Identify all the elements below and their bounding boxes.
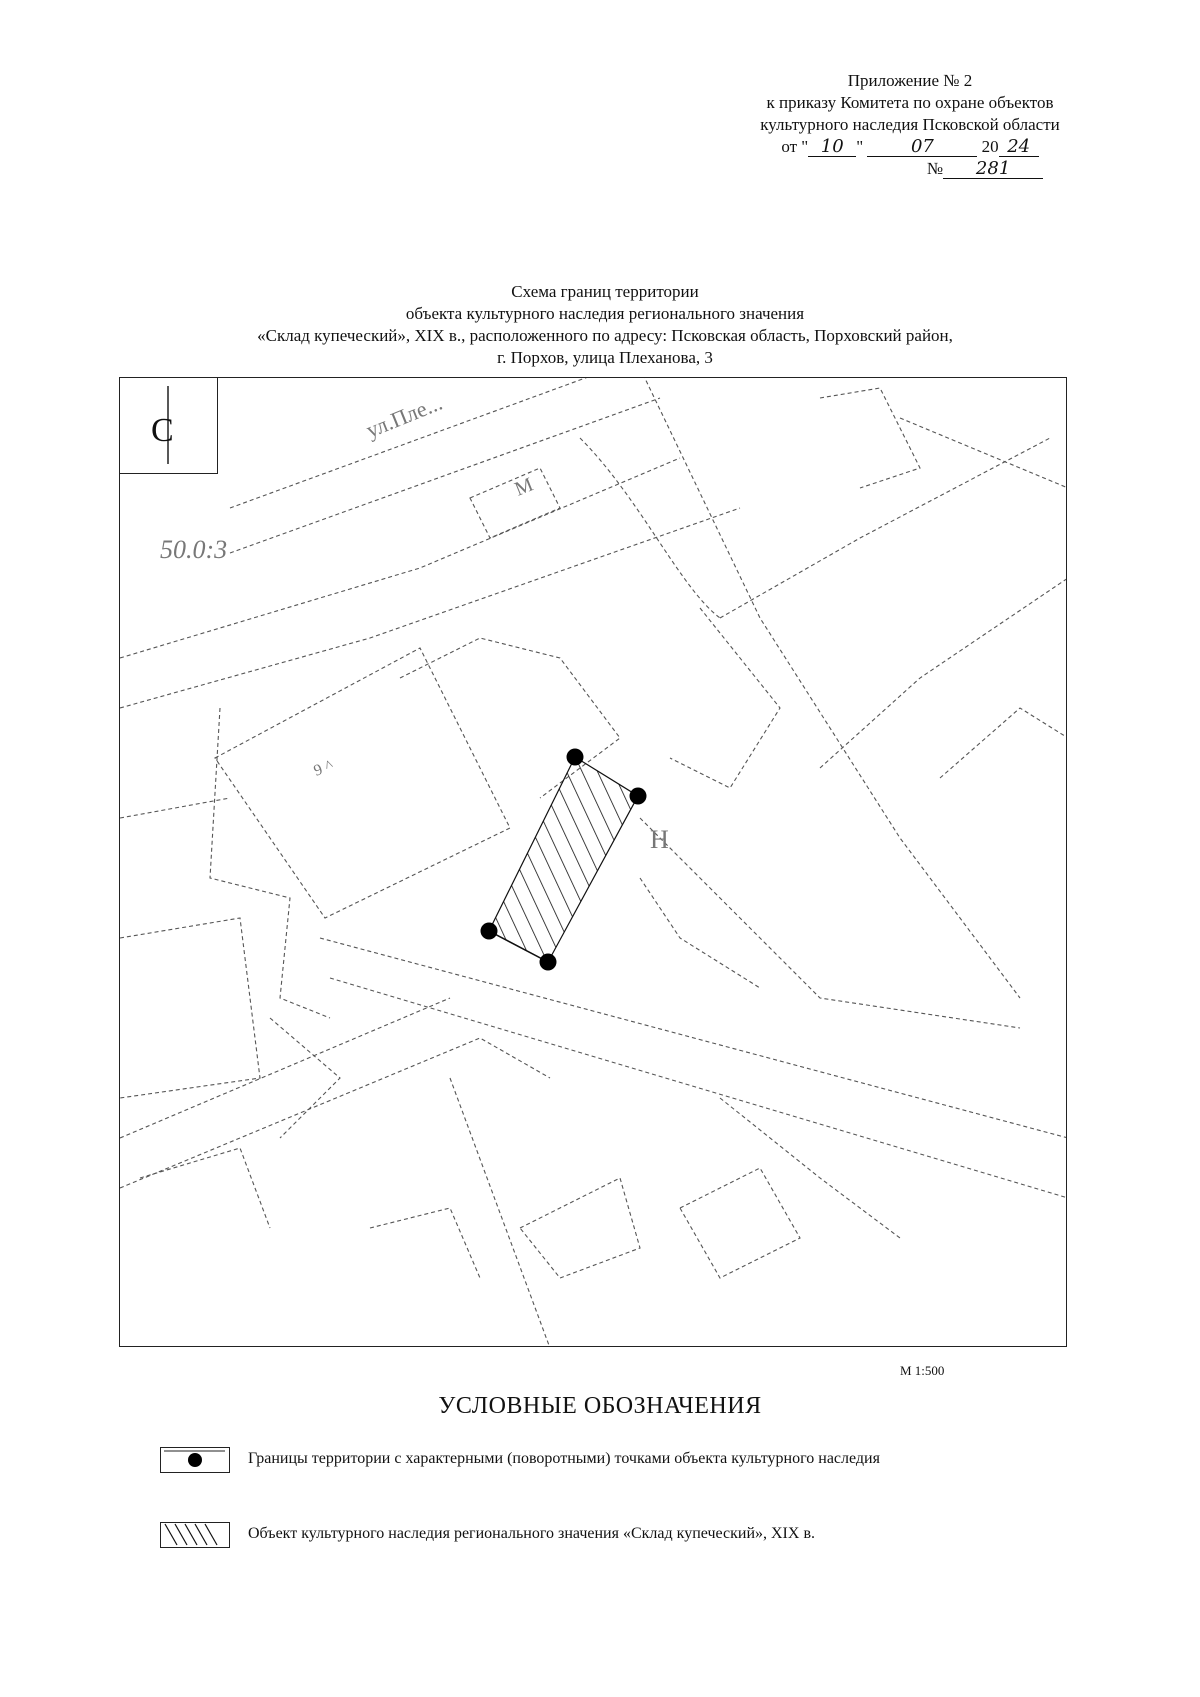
date-month: 07 bbox=[867, 138, 977, 157]
appendix-number: Приложение № 2 bbox=[847, 71, 973, 90]
north-arrow bbox=[120, 378, 218, 474]
scheme-title bbox=[140, 281, 1070, 369]
appendix-header bbox=[700, 70, 1120, 180]
north-arrow-icon bbox=[120, 378, 216, 472]
heritage-object bbox=[481, 749, 647, 971]
date-day: 10 bbox=[808, 138, 856, 157]
boundary-point bbox=[567, 749, 584, 766]
boundary-point bbox=[481, 923, 498, 940]
committee-name: культурного наследия Псковской области bbox=[760, 115, 1060, 134]
title-line-2: объекта культурного наследия регионального значения bbox=[405, 304, 805, 323]
house-label: Н bbox=[650, 825, 669, 854]
title-line-4: г. Порхов, улица Плеханова, 3 bbox=[497, 348, 713, 367]
cadastral-map bbox=[119, 377, 1067, 1347]
order-reference: к приказу Комитета по охране объектов bbox=[766, 93, 1054, 112]
svg-text:С: С bbox=[151, 412, 174, 449]
boundary-point bbox=[540, 954, 557, 971]
legend-boundary-text: Границы территории с характерными (поворотными) точками объекта культурного наследия bbox=[248, 1450, 880, 1467]
street-label: ул.Пле... bbox=[362, 389, 446, 443]
legend-title: УСЛОВНЫЕ ОБОЗНАЧЕНИЯ bbox=[438, 1393, 762, 1419]
order-date: от " 10 " 07 20 24 bbox=[700, 136, 1120, 158]
parcel-label-2: 9 ^ bbox=[311, 757, 336, 780]
hatch-icon bbox=[161, 1523, 228, 1546]
boundary-point-icon bbox=[161, 1448, 228, 1471]
parcel-label-1: 50.0:3 bbox=[160, 535, 228, 564]
legend-heritage-text: Объект культурного наследия регионального значения «Склад купеческий», XIX в. bbox=[248, 1525, 815, 1542]
order-number-value: 281 bbox=[943, 160, 1043, 179]
title-line-1: Схема границ территории bbox=[511, 282, 699, 301]
heritage-area-hatch bbox=[489, 757, 638, 962]
boundary-point-swatch bbox=[160, 1447, 230, 1473]
title-line-3: «Склад купеческий», XIX в., расположенного по адресу: Псковская область, Порховский район, bbox=[257, 326, 953, 345]
building-label: М bbox=[511, 473, 537, 501]
date-year: 24 bbox=[999, 138, 1039, 157]
map-scale: М 1:500 bbox=[900, 1363, 945, 1378]
hatch-swatch bbox=[160, 1522, 230, 1548]
order-number: № 281 bbox=[850, 158, 1120, 180]
map-drawing bbox=[120, 378, 1067, 1347]
boundary-point bbox=[630, 788, 647, 805]
